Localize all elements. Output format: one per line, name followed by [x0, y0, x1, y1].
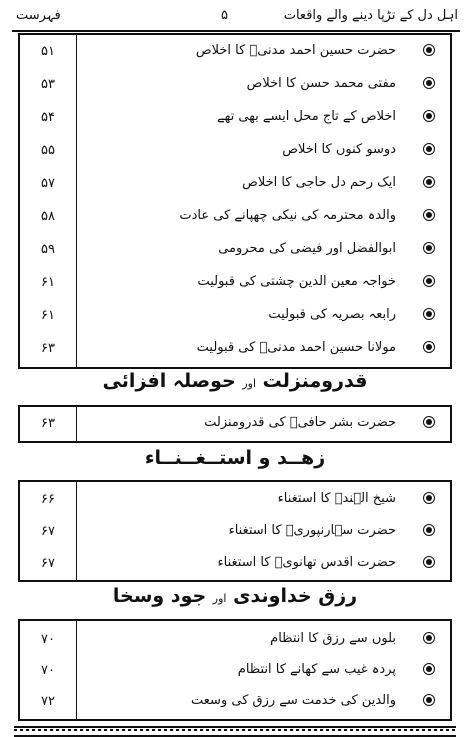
- toc-title: رابعہ بصریہ کی قبولیت: [268, 307, 396, 322]
- toc-title: ابوالفضل اور فیضی کی محرومی: [218, 241, 396, 256]
- toc-title: ایک رحم دل حاجی کا اخلاص: [242, 175, 396, 190]
- toc-row[interactable]: [20, 658, 450, 684]
- header-contents-label: فہرست: [16, 8, 61, 23]
- bullet-icon: [422, 241, 436, 255]
- toc-row[interactable]: [20, 39, 450, 65]
- toc-page: ۶۱: [41, 275, 55, 290]
- toc-section-1: [18, 33, 452, 369]
- bullet-icon: [422, 175, 436, 189]
- toc-page: ۶۷: [41, 524, 55, 539]
- bullet-icon: [422, 555, 436, 569]
- toc-row[interactable]: [20, 72, 450, 98]
- bullet-icon: [422, 274, 436, 288]
- bullet-icon: [422, 109, 436, 123]
- toc-section-4: [18, 619, 452, 721]
- toc-row[interactable]: [20, 204, 450, 230]
- heading-text: زھــد و استــغــنــاء: [144, 447, 326, 469]
- bullet-icon: [422, 142, 436, 156]
- toc-page: ۵۱: [41, 44, 55, 59]
- toc-page: ۶۷: [41, 556, 55, 571]
- toc-page: ۷۰: [41, 663, 55, 678]
- toc-page: ۶۶: [41, 492, 55, 507]
- heading-part1: رزق خداوندی: [233, 585, 358, 607]
- toc-title: دوسو کنوں کا اخلاص: [282, 142, 396, 157]
- toc-page: ۶۳: [41, 416, 55, 431]
- bullet-icon: [422, 340, 436, 354]
- toc-title: والدین کی خدمت سے رزق کی وسعت: [191, 693, 396, 708]
- heading-part2: جود وسخا: [112, 585, 207, 607]
- page-number: ۵: [221, 8, 228, 23]
- toc-page: ۵۹: [41, 242, 55, 257]
- toc-row[interactable]: [20, 105, 450, 131]
- bullet-icon: [422, 415, 436, 429]
- toc-row[interactable]: [20, 551, 450, 577]
- heading-part1: قدرومنزلت: [262, 370, 368, 392]
- toc-row[interactable]: [20, 519, 450, 545]
- bullet-icon: [422, 491, 436, 505]
- toc-row[interactable]: [20, 138, 450, 164]
- book-title: اہل دل کے تڑپا دینے والے واقعات: [283, 8, 458, 23]
- toc-row[interactable]: [20, 303, 450, 329]
- bullet-icon: [422, 208, 436, 222]
- toc-section-2: [18, 405, 452, 443]
- toc-row[interactable]: [20, 411, 450, 437]
- toc-page: ۶۱: [41, 308, 55, 323]
- bullet-icon: [422, 307, 436, 321]
- bottom-decorative-border: [14, 726, 456, 737]
- section-heading: [18, 447, 452, 469]
- toc-title: والدہ محترمہ کی نیکی چھپانے کی عادت: [179, 208, 396, 223]
- toc-title: حضرت سہارنپوریؒ کا استغناء: [228, 523, 396, 538]
- toc-section-3: [18, 480, 452, 582]
- toc-title: بلوں سے رزق کا انتظام: [270, 631, 396, 646]
- toc-page: ۵۸: [41, 209, 55, 224]
- heading-connector: اور: [212, 592, 227, 605]
- section-heading: [18, 370, 452, 392]
- bullet-icon: [422, 631, 436, 645]
- toc-row[interactable]: [20, 270, 450, 296]
- heading-part2: حوصلہ افزائی: [102, 370, 236, 392]
- toc-page: ۵۳: [41, 77, 55, 92]
- toc-title: حضرت بشر حافیؒ کی قدرومنزلت: [204, 415, 396, 430]
- toc-row[interactable]: [20, 487, 450, 513]
- toc-page: ۷۲: [41, 694, 55, 709]
- page-header: [16, 6, 458, 28]
- toc-page: ۶۳: [41, 341, 55, 356]
- toc-page: ۵۵: [41, 143, 55, 158]
- toc-title: خواجہ معین الدین چشتی کی قبولیت: [197, 274, 396, 289]
- toc-page: ۵۴: [41, 110, 55, 125]
- bullet-icon: [422, 693, 436, 707]
- toc-title: حضرت اقدس تھانویؒ کا استغناء: [217, 555, 396, 570]
- toc-row[interactable]: [20, 627, 450, 653]
- section-heading: [18, 585, 452, 607]
- toc-row[interactable]: [20, 237, 450, 263]
- bullet-icon: [422, 76, 436, 90]
- bullet-icon: [422, 662, 436, 676]
- toc-title: پردہ غیب سے کھانے کا انتظام: [237, 662, 396, 677]
- toc-row[interactable]: [20, 689, 450, 715]
- toc-row[interactable]: [20, 171, 450, 197]
- toc-title: اخلاص کے تاج محل ایسے بھی تھے: [216, 109, 396, 124]
- bullet-icon: [422, 523, 436, 537]
- toc-title: مفتی محمد حسن کا اخلاص: [246, 76, 396, 91]
- toc-title: مولانا حسین احمد مدنیؒ کی قبولیت: [196, 340, 396, 355]
- toc-title: شیخ الہندؒ کا استغناء: [277, 491, 396, 506]
- toc-page: ۷۰: [41, 632, 55, 647]
- bullet-icon: [422, 43, 436, 57]
- header-rule: [12, 30, 460, 32]
- toc-page: ۵۷: [41, 176, 55, 191]
- toc-title: حضرت حسین احمد مدنیؒ کا اخلاص: [195, 43, 396, 58]
- toc-row[interactable]: [20, 336, 450, 362]
- heading-connector: اور: [242, 377, 257, 390]
